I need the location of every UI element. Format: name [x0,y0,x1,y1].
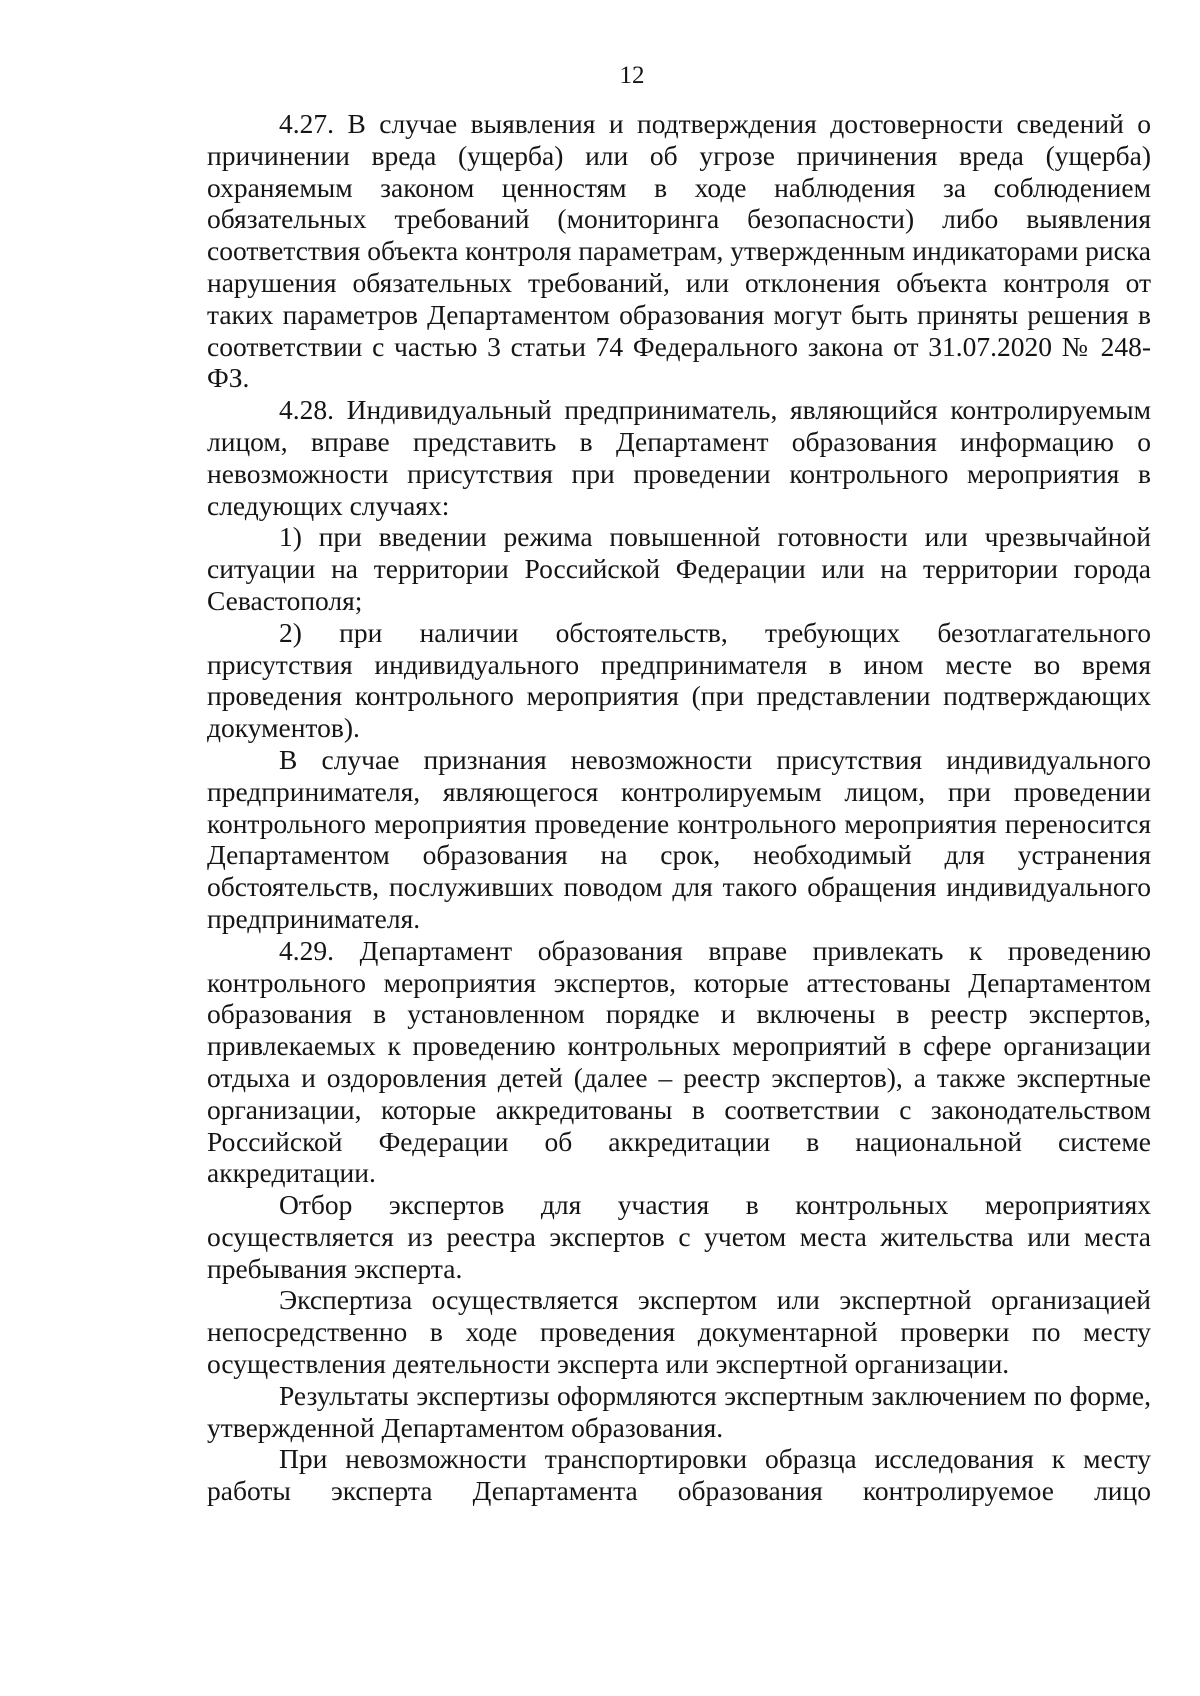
paragraph-4-27: 4.27. В случае выявления и подтверждения достоверности сведений о причинении вреда (ущерба) или об угрозе причинения вреда (ущерба) охраняемым законом ценностям в ходе наблюдения за соблюдением обязательных требований (мониторинга безопасности) либо выявления соответствия объекта контроля параметрам, утвержденным индикаторами риска нарушения обязательных требований, или отклонения объекта контроля от таких параметров Департаментом образования могут быть приняты решения в соответствии с частью 3 статьи 74 Федерального закона от 31.07.2020 № 248-ФЗ. [207,108,1151,394]
paragraph-4-29: 4.29. Департамент образования вправе привлекать к проведению контрольного мероприятия экспертов, которые аттестованы Департаментом образования в установленном порядке и включены в реестр экспертов, привлекаемых к проведению контрольных мероприятий в сфере организации отдыха и оздоровления детей (далее – реестр экспертов), а также экспертные организации, которые аккредитованы в соответствии с законодательством Российской Федерации об аккредитации в национальной системе аккредитации. [207,934,1151,1189]
paragraph-transport: При невозможности транспортировки образца исследования к месту работы эксперта Департамента образования контролируемое лицо [207,1443,1151,1507]
paragraph-expertise: Экспертиза осуществляется экспертом или экспертной организацией непосредственно в ходе проведения документарной проверки по месту осуществления деятельности эксперта или экспертной организации. [207,1284,1151,1380]
paragraph-4-28: 4.28. Индивидуальный предприниматель, являющийся контролируемым лицом, вправе представить в Департамент образования информацию о невозможности присутствия при проведении контрольного мероприятия в следующих случаях: [207,394,1151,521]
paragraph-postponement: В случае признания невозможности присутствия индивидуального предпринимателя, являющегося контролируемым лицом, при проведении контрольного мероприятия проведение контрольного мероприятия переносится Департаментом образования на срок, необходимый для устранения обстоятельств, послуживших поводом для такого обращения индивидуального предпринимателя. [207,743,1151,934]
paragraph-expert-selection: Отбор экспертов для участия в контрольных мероприятиях осуществляется из реестра экспертов с учетом места жительства или места пребывания эксперта. [207,1189,1151,1284]
list-item-1: 1) при введении режима повышенной готовности или чрезвычайной ситуации на территории Российской Федерации или на территории города Севастополя; [207,521,1151,616]
paragraph-results: Результаты экспертизы оформляются экспертным заключением по форме, утвержденной Департаментом образования. [207,1379,1151,1443]
list-item-2: 2) при наличии обстоятельств, требующих безотлагательного присутствия индивидуального предпринимателя в ином месте во время проведения контрольного мероприятия (при представлении подтверждающих документов). [207,616,1151,744]
document-body [207,108,1151,1507]
page-number: 12 [619,62,645,89]
